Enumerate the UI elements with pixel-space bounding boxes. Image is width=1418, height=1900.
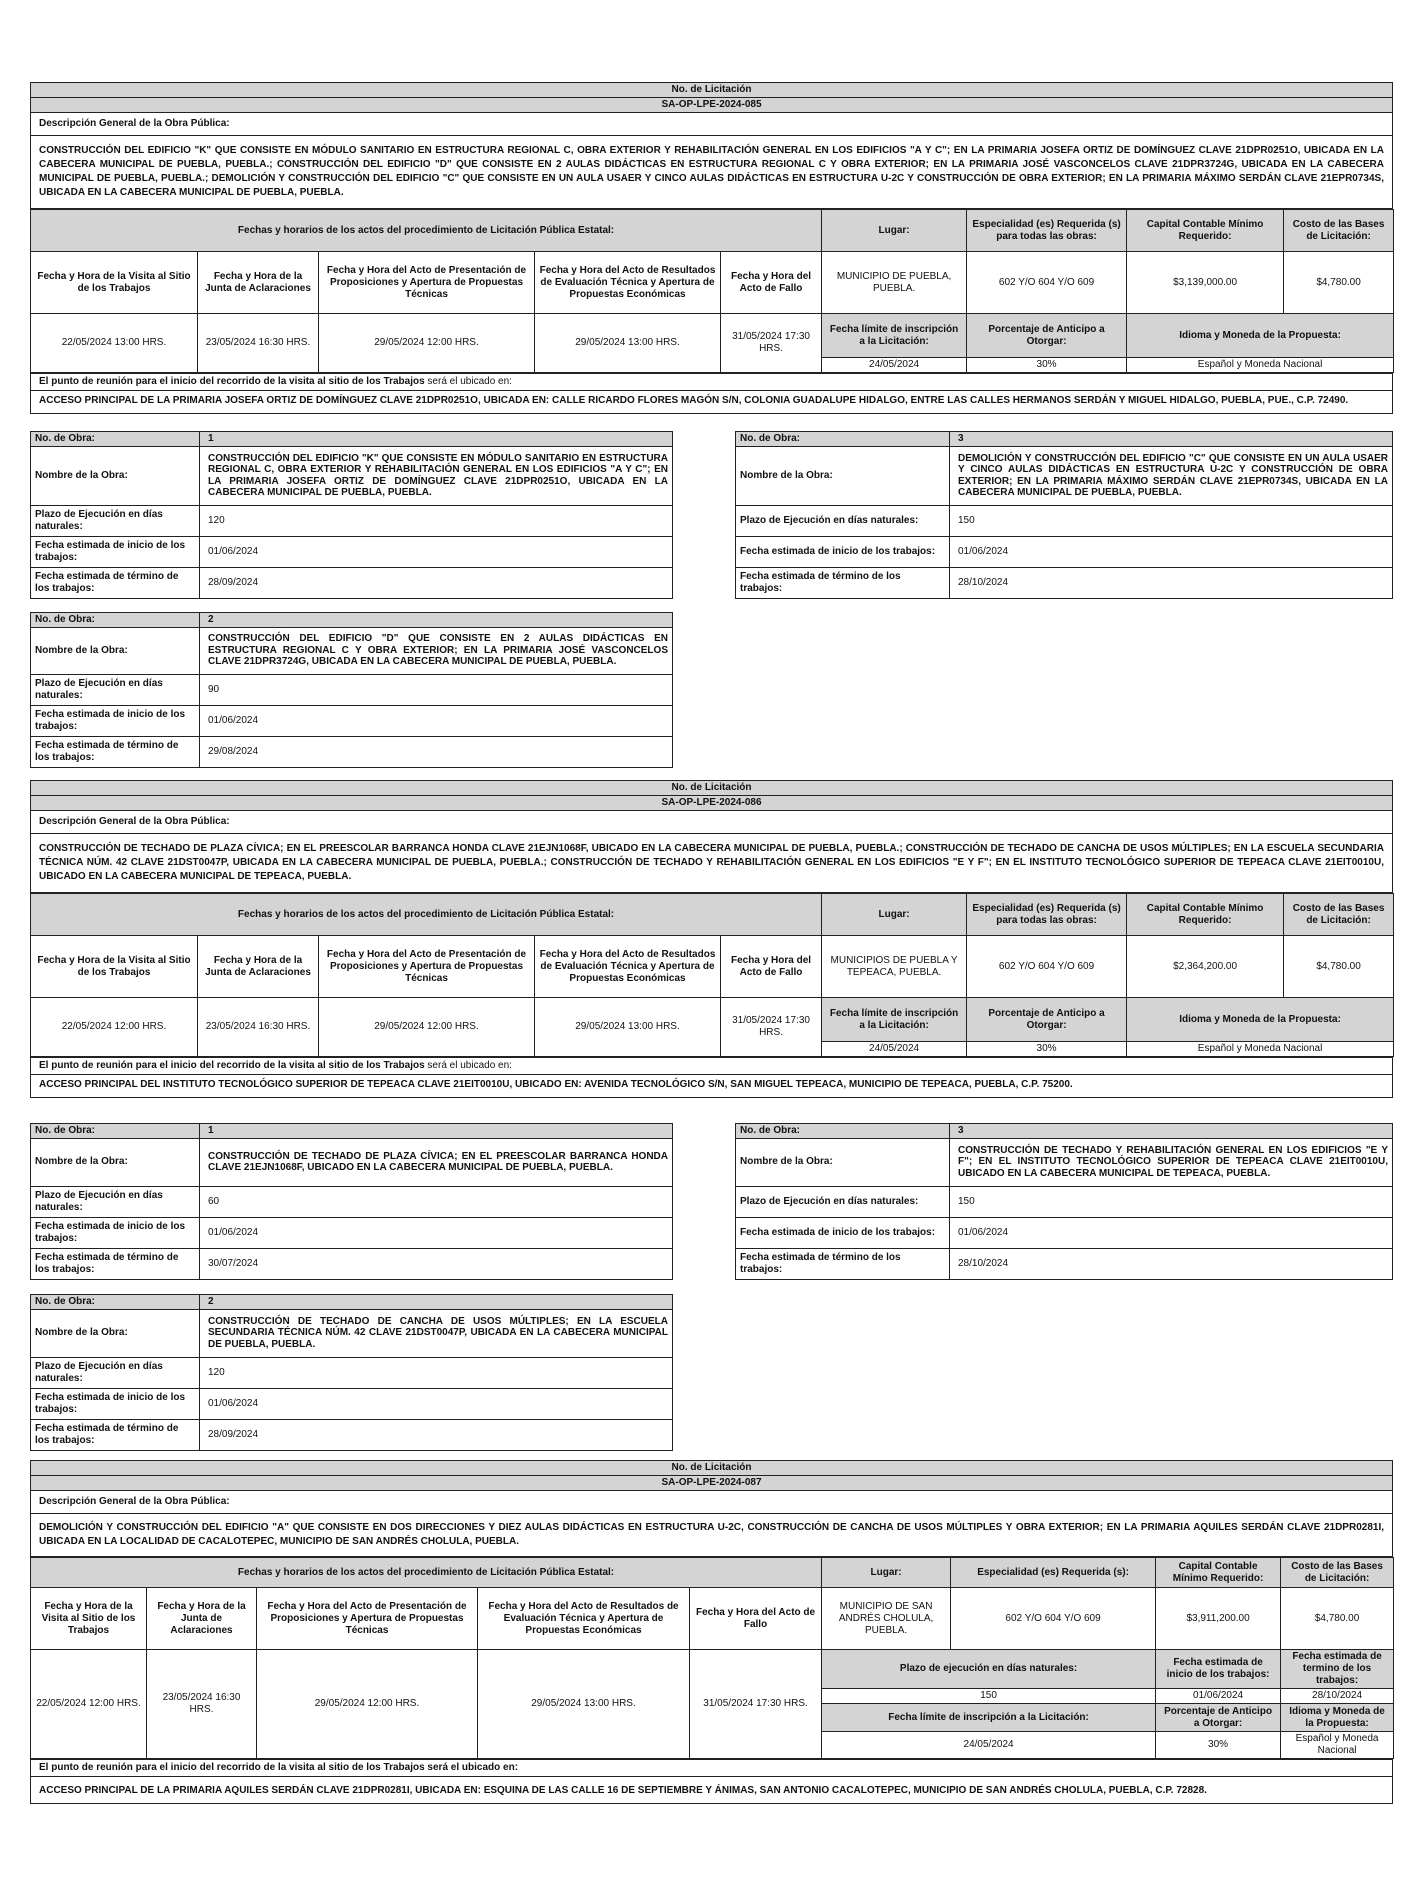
fechas-table <box>30 209 1394 373</box>
termino-value: 29/08/2024 <box>200 736 673 767</box>
fallo-value: 31/05/2024 17:30 HRS. <box>721 314 822 373</box>
limite-label: Fecha límite de inscripción a la Licitación: <box>822 998 967 1042</box>
no-licitacion-label: No. de Licitación <box>31 83 1393 98</box>
plazo-label: Plazo de Ejecución en días naturales: <box>736 1186 950 1217</box>
idioma-label: Idioma y Moneda de la Propuesta: <box>1127 314 1394 358</box>
obra-2-table <box>30 1294 673 1451</box>
fallo-label: Fecha y Hora del Acto de Fallo <box>721 936 822 998</box>
lugar-value: MUNICIPIO DE PUEBLA, PUEBLA. <box>822 252 967 314</box>
resultados-value: 29/05/2024 13:00 HRS. <box>535 998 721 1057</box>
inicio-value: 01/06/2024 <box>950 536 1393 567</box>
presentacion-value: 29/05/2024 12:00 HRS. <box>257 1650 478 1759</box>
anticipo-label: Porcentaje de Anticipo a Otorgar: <box>1156 1704 1281 1732</box>
licitacion-number: SA-OP-LPE-2024-085 <box>31 98 1393 113</box>
inicio-label: Fecha estimada de inicio de los trabajos: <box>736 536 950 567</box>
fecha-inicio-value: 01/06/2024 <box>1156 1689 1281 1704</box>
fechas-horarios-label: Fechas y horarios de los actos del procedimiento de Licitación Pública Estatal: <box>31 894 822 936</box>
junta-label: Fecha y Hora de la Junta de Aclaraciones <box>198 252 319 314</box>
punto-reunion-label-a: El punto de reunión para el inicio del recorrido de la visita al sitio de los Trabajos <box>39 1060 425 1071</box>
no-obra-value: 3 <box>950 432 1393 447</box>
punto-reunion-label <box>31 1058 1393 1075</box>
capital-label: Capital Contable Mínimo Requerido: <box>1127 894 1284 936</box>
costo-label: Costo de las Bases de Licitación: <box>1284 210 1394 252</box>
plazo-value: 120 <box>200 505 673 536</box>
no-obra-label: No. de Obra: <box>736 432 950 447</box>
plazo-label: Plazo de Ejecución en días naturales: <box>31 1186 200 1217</box>
capital-value: $3,139,000.00 <box>1127 252 1284 314</box>
visita-label: Fecha y Hora de la Visita al Sitio de los Trabajos <box>31 252 198 314</box>
licitacion-number: SA-OP-LPE-2024-086 <box>31 796 1393 811</box>
nombre-obra-label: Nombre de la Obra: <box>31 1138 200 1186</box>
idioma-value: Español y Moneda Nacional <box>1127 1042 1394 1057</box>
obra-3-table <box>735 431 1393 599</box>
lugar-label: Lugar: <box>822 210 967 252</box>
fecha-termino-value: 28/10/2024 <box>1281 1689 1394 1704</box>
capital-label: Capital Contable Mínimo Requerido: <box>1127 210 1284 252</box>
anticipo-value: 30% <box>1156 1732 1281 1759</box>
lugar-value: MUNICIPIO DE SAN ANDRÉS CHOLULA, PUEBLA. <box>822 1588 951 1650</box>
licitacion-085 <box>30 82 1393 414</box>
licitacion-086 <box>30 780 1393 1098</box>
termino-label: Fecha estimada de término de los trabajos: <box>31 1248 200 1279</box>
inicio-label: Fecha estimada de inicio de los trabajos: <box>31 1217 200 1248</box>
inicio-label: Fecha estimada de inicio de los trabajos: <box>31 536 200 567</box>
plazo-label: Plazo de Ejecución en días naturales: <box>31 1357 200 1388</box>
resultados-label: Fecha y Hora del Acto de Resultados de Evaluación Técnica y Apertura de Propuestas Económicas <box>478 1588 690 1650</box>
idioma-value: Español y Moneda Nacional <box>1281 1732 1394 1759</box>
inicio-value: 01/06/2024 <box>200 705 673 736</box>
punto-reunion-label-a: El punto de reunión para el inicio del recorrido de la visita al sitio de los Trabajos <box>39 376 425 387</box>
limite-value: 24/05/2024 <box>822 358 967 373</box>
capital-value: $2,364,200.00 <box>1127 936 1284 998</box>
visita-label: Fecha y Hora de la Visita al Sitio de los Trabajos <box>31 936 198 998</box>
costo-label: Costo de las Bases de Licitación: <box>1284 894 1394 936</box>
nombre-obra-value: CONSTRUCCIÓN DEL EDIFICIO "D" QUE CONSISTE EN 2 AULAS DIDÁCTICAS EN ESTRUCTURA REGIONAL C Y OBRA EXTERIOR; EN LA PRIMARIA JOSÉ VASCONCELOS CLAVE 21DPR3724G, UBICADA EN LA CABECERA MUNICIPAL DE PUEBLA, PUEBLA. <box>200 627 673 674</box>
termino-value: 28/10/2024 <box>950 1248 1393 1279</box>
inicio-label: Fecha estimada de inicio de los trabajos: <box>31 1388 200 1419</box>
punto-reunion-label-b: será el ubicado en: <box>424 376 512 387</box>
punto-reunion-label <box>31 374 1393 391</box>
lugar-value: MUNICIPIOS DE PUEBLA Y TEPEACA, PUEBLA. <box>822 936 967 998</box>
no-obra-label: No. de Obra: <box>31 432 200 447</box>
fechas-table <box>30 1557 1394 1759</box>
licitacion-header-table <box>30 1460 1393 1557</box>
obra-1-table <box>30 1123 673 1280</box>
nombre-obra-label: Nombre de la Obra: <box>736 446 950 505</box>
junta-value: 23/05/2024 16:30 HRS. <box>198 998 319 1057</box>
punto-reunion-value: ACCESO PRINCIPAL DE LA PRIMARIA JOSEFA ORTIZ DE DOMÍNGUEZ CLAVE 21DPR0251O, UBICADA EN: CALLE RICARDO FLORES MAGÓN S/N, COLONIA GUADALUPE HIDALGO, ENTRE LAS CALLES HERMANOS SERDÁN Y MIGUEL HIDALGO, PUEBLA, PUE., C.P. 72490. <box>31 391 1393 414</box>
idioma-label: Idioma y Moneda de la Propuesta: <box>1281 1704 1394 1732</box>
descripcion-text: CONSTRUCCIÓN DE TECHADO DE PLAZA CÍVICA; EN EL PREESCOLAR BARRANCA HONDA CLAVE 21EJN1068F, UBICADO EN LA CABECERA MUNICIPAL DE PUEBLA, PUEBLA.; CONSTRUCCIÓN DE TECHADO DE CANCHA DE USOS MÚLTIPLES; EN LA ESCUELA SECUNDARIA TÉCNICA NÚM. 42 CLAVE 21DST0047P, UBICADA EN LA CABECERA MUNICIPAL DE PUEBLA, PUEBLA.; CONSTRUCCIÓN DE TECHADO Y REHABILITACIÓN GENERAL EN LOS EDIFICIOS "E Y F"; EN EL INSTITUTO TECNOLÓGICO SUPERIOR DE TEPEACA CLAVE 21EIT0010U, UBICADO EN LA CABECERA MUNICIPAL DE TEPEACA, PUEBLA. <box>31 834 1393 893</box>
termino-value: 28/10/2024 <box>950 567 1393 598</box>
inicio-value: 01/06/2024 <box>200 1388 673 1419</box>
punto-reunion-label-b: será el ubicado en: <box>424 1762 519 1773</box>
plazo-value: 150 <box>950 505 1393 536</box>
descripcion-label: Descripción General de la Obra Pública: <box>31 811 1393 834</box>
no-licitacion-label: No. de Licitación <box>31 1461 1393 1476</box>
nombre-obra-value: DEMOLICIÓN Y CONSTRUCCIÓN DEL EDIFICIO "C" QUE CONSISTE EN UN AULA USAER Y CINCO AULAS DIDÁCTICAS EN ESTRUCTURA U-2C Y CONSTRUCCIÓN DE OBRA EXTERIOR; EN LA PRIMARIA MÁXIMO SERDÁN CLAVE 21EPR0734S, UBICADA EN LA CABECERA MUNICIPAL DE PUEBLA, PUEBLA. <box>950 446 1393 505</box>
termino-label: Fecha estimada de término de los trabajos: <box>736 567 950 598</box>
junta-value: 23/05/2024 16:30 HRS. <box>147 1650 257 1759</box>
capital-value: $3,911,200.00 <box>1156 1588 1281 1650</box>
termino-value: 28/09/2024 <box>200 1419 673 1450</box>
termino-value: 30/07/2024 <box>200 1248 673 1279</box>
limite-label: Fecha límite de inscripción a la Licitación: <box>822 314 967 358</box>
inicio-value: 01/06/2024 <box>200 536 673 567</box>
termino-label: Fecha estimada de término de los trabajos: <box>31 736 200 767</box>
presentacion-value: 29/05/2024 12:00 HRS. <box>319 314 535 373</box>
resultados-value: 29/05/2024 13:00 HRS. <box>535 314 721 373</box>
obra-2-table <box>30 612 673 768</box>
resultados-value: 29/05/2024 13:00 HRS. <box>478 1650 690 1759</box>
plazo-ejecucion-label: Plazo de ejecución en días naturales: <box>822 1650 1156 1689</box>
anticipo-label: Porcentaje de Anticipo a Otorgar: <box>967 998 1127 1042</box>
termino-label: Fecha estimada de término de los trabajos: <box>736 1248 950 1279</box>
fallo-value: 31/05/2024 17:30 HRS. <box>721 998 822 1057</box>
nombre-obra-label: Nombre de la Obra: <box>736 1138 950 1186</box>
anticipo-value: 30% <box>967 1042 1127 1057</box>
lugar-label: Lugar: <box>822 894 967 936</box>
punto-reunion-label-b: será el ubicado en: <box>424 1060 512 1071</box>
anticipo-value: 30% <box>967 358 1127 373</box>
costo-label: Costo de las Bases de Licitación: <box>1281 1558 1394 1588</box>
visita-label: Fecha y Hora de la Visita al Sitio de los Trabajos <box>31 1588 147 1650</box>
plazo-ejecucion-value: 150 <box>822 1689 1156 1704</box>
punto-reunion-label-a: El punto de reunión para el inicio del recorrido de la visita al sitio de los Trabajos <box>39 1762 425 1773</box>
punto-reunion-label <box>31 1760 1393 1777</box>
junta-value: 23/05/2024 16:30 HRS. <box>198 314 319 373</box>
punto-reunion-value: ACCESO PRINCIPAL DE LA PRIMARIA AQUILES SERDÁN CLAVE 21DPR0281I, UBICADA EN: ESQUINA DE LAS CALLE 16 DE SEPTIEMBRE Y ÁNIMAS, SAN ANTONIO CACALOTEPEC, MUNICIPIO DE SAN ANDRÉS CHOLULA, PUEBLA, C.P. 72828. <box>31 1777 1393 1804</box>
plazo-value: 150 <box>950 1186 1393 1217</box>
punto-reunion-table <box>30 1759 1393 1804</box>
obra-1-table <box>30 431 673 599</box>
nombre-obra-value: CONSTRUCCIÓN DEL EDIFICIO "K" QUE CONSISTE EN MÓDULO SANITARIO EN ESTRUCTURA REGIONAL C, OBRA EXTERIOR Y REHABILITACIÓN GENERAL EN LOS EDIFICIOS "A Y C"; EN LA PRIMARIA JOSEFA ORTIZ DE DOMÍNGUEZ CLAVE 21DPR0251O, UBICADA EN LA CABECERA MUNICIPAL DE PUEBLA, PUEBLA. <box>200 446 673 505</box>
costo-value: $4,780.00 <box>1284 936 1394 998</box>
fecha-termino-label: Fecha estimada de termino de los trabajos: <box>1281 1650 1394 1689</box>
visita-value: 22/05/2024 13:00 HRS. <box>31 314 198 373</box>
licitacion-header-table <box>30 780 1393 893</box>
descripcion-label: Descripción General de la Obra Pública: <box>31 113 1393 136</box>
lugar-label: Lugar: <box>822 1558 951 1588</box>
limite-value: 24/05/2024 <box>822 1042 967 1057</box>
licitacion-087 <box>30 1460 1393 1804</box>
licitacion-number: SA-OP-LPE-2024-087 <box>31 1476 1393 1491</box>
nombre-obra-value: CONSTRUCCIÓN DE TECHADO DE CANCHA DE USOS MÚLTIPLES; EN LA ESCUELA SECUNDARIA TÉCNICA NÚM. 42 CLAVE 21DST0047P, UBICADA EN LA CABECERA MUNICIPAL DE PUEBLA, PUEBLA. <box>200 1309 673 1357</box>
presentacion-label: Fecha y Hora del Acto de Presentación de Proposiciones y Apertura de Propuestas Técnicas <box>257 1588 478 1650</box>
junta-label: Fecha y Hora de la Junta de Aclaraciones <box>147 1588 257 1650</box>
nombre-obra-label: Nombre de la Obra: <box>31 446 200 505</box>
no-obra-value: 3 <box>950 1124 1393 1139</box>
fecha-inicio-label: Fecha estimada de inicio de los trabajos: <box>1156 1650 1281 1689</box>
costo-value: $4,780.00 <box>1281 1588 1394 1650</box>
no-obra-value: 2 <box>200 613 673 628</box>
especialidad-label: Especialidad (es) Requerida (s) para todas las obras: <box>967 894 1127 936</box>
visita-value: 22/05/2024 12:00 HRS. <box>31 998 198 1057</box>
junta-label: Fecha y Hora de la Junta de Aclaraciones <box>198 936 319 998</box>
nombre-obra-value: CONSTRUCCIÓN DE TECHADO DE PLAZA CÍVICA; EN EL PREESCOLAR BARRANCA HONDA CLAVE 21EJN1068F, UBICADO EN LA CABECERA MUNICIPAL DE PUEBLA, PUEBLA. <box>200 1138 673 1186</box>
nombre-obra-label: Nombre de la Obra: <box>31 1309 200 1357</box>
resultados-label: Fecha y Hora del Acto de Resultados de Evaluación Técnica y Apertura de Propuestas Económicas <box>535 252 721 314</box>
descripcion-label: Descripción General de la Obra Pública: <box>31 1491 1393 1514</box>
plazo-label: Plazo de Ejecución en días naturales: <box>31 674 200 705</box>
inicio-value: 01/06/2024 <box>200 1217 673 1248</box>
inicio-label: Fecha estimada de inicio de los trabajos: <box>736 1217 950 1248</box>
obra-3-table <box>735 1123 1393 1280</box>
inicio-value: 01/06/2024 <box>950 1217 1393 1248</box>
costo-value: $4,780.00 <box>1284 252 1394 314</box>
plazo-value: 90 <box>200 674 673 705</box>
descripcion-text: CONSTRUCCIÓN DEL EDIFICIO "K" QUE CONSISTE EN MÓDULO SANITARIO EN ESTRUCTURA REGIONAL C, OBRA EXTERIOR Y REHABILITACIÓN GENERAL EN LOS EDIFICIOS "A Y C"; EN LA PRIMARIA JOSEFA ORTIZ DE DOMÍNGUEZ CLAVE 21DPR0251O, UBICADA EN LA CABECERA MUNICIPAL DE PUEBLA, PUEBLA.; CONSTRUCCIÓN DEL EDIFICIO "D" QUE CONSISTE EN 2 AULAS DIDÁCTICAS EN ESTRUCTURA REGIONAL C Y OBRA EXTERIOR; EN LA PRIMARIA JOSÉ VASCONCELOS CLAVE 21DPR3724G, UBICADA EN LA CABECERA MUNICIPAL DE PUEBLA, PUEBLA.; DEMOLICIÓN Y CONSTRUCCIÓN DEL EDIFICIO "C" QUE CONSISTE EN UN AULA USAER Y CINCO AULAS DIDÁCTICAS EN ESTRUCTURA U-2C Y CONSTRUCCIÓN DE OBRA EXTERIOR; EN LA PRIMARIA MÁXIMO SERDÁN CLAVE 21EPR0734S, UBICADA EN LA CABECERA MUNICIPAL DE PUEBLA, PUEBLA. <box>31 136 1393 209</box>
visita-value: 22/05/2024 12:00 HRS. <box>31 1650 147 1759</box>
fechas-table <box>30 893 1394 1057</box>
limite-value: 24/05/2024 <box>822 1732 1156 1759</box>
especialidad-label: Especialidad (es) Requerida (s): <box>951 1558 1156 1588</box>
anticipo-label: Porcentaje de Anticipo a Otorgar: <box>967 314 1127 358</box>
punto-reunion-table <box>30 1057 1393 1098</box>
no-obra-label: No. de Obra: <box>31 613 200 628</box>
punto-reunion-table <box>30 373 1393 414</box>
idioma-value: Español y Moneda Nacional <box>1127 358 1394 373</box>
no-obra-label: No. de Obra: <box>31 1124 200 1139</box>
termino-label: Fecha estimada de término de los trabajos: <box>31 1419 200 1450</box>
nombre-obra-label: Nombre de la Obra: <box>31 627 200 674</box>
fallo-value: 31/05/2024 17:30 HRS. <box>690 1650 822 1759</box>
especialidad-value: 602 Y/O 604 Y/O 609 <box>951 1588 1156 1650</box>
descripcion-text: DEMOLICIÓN Y CONSTRUCCIÓN DEL EDIFICIO "A" QUE CONSISTE EN DOS DIRECCIONES Y DIEZ AULAS DIDÁCTICAS EN ESTRUCTURA U-2C, CONSTRUCCIÓN DE CANCHA DE USOS MÚLTIPLES Y OBRA EXTERIOR; EN LA PRIMARIA AQUILES SERDÁN CLAVE 21DPR0281I, UBICADA EN LA LOCALIDAD DE CACALOTEPEC, MUNICIPIO DE SAN ANDRÉS CHOLULA, PUEBLA. <box>31 1514 1393 1557</box>
no-obra-label: No. de Obra: <box>736 1124 950 1139</box>
plazo-value: 120 <box>200 1357 673 1388</box>
fallo-label: Fecha y Hora del Acto de Fallo <box>690 1588 822 1650</box>
fallo-label: Fecha y Hora del Acto de Fallo <box>721 252 822 314</box>
no-obra-label: No. de Obra: <box>31 1295 200 1310</box>
especialidad-value: 602 Y/O 604 Y/O 609 <box>967 252 1127 314</box>
resultados-label: Fecha y Hora del Acto de Resultados de Evaluación Técnica y Apertura de Propuestas Económicas <box>535 936 721 998</box>
plazo-label: Plazo de Ejecución en días naturales: <box>31 505 200 536</box>
presentacion-label: Fecha y Hora del Acto de Presentación de Proposiciones y Apertura de Propuestas Técnicas <box>319 936 535 998</box>
nombre-obra-value: CONSTRUCCIÓN DE TECHADO Y REHABILITACIÓN GENERAL EN LOS EDIFICIOS "E Y F"; EN EL INSTITUTO TECNOLÓGICO SUPERIOR DE TEPEACA CLAVE 21EIT0010U, UBICADO EN LA CABECERA MUNICIPAL DE TEPEACA, PUEBLA. <box>950 1138 1393 1186</box>
inicio-label: Fecha estimada de inicio de los trabajos: <box>31 705 200 736</box>
fechas-horarios-label: Fechas y horarios de los actos del procedimiento de Licitación Pública Estatal: <box>31 210 822 252</box>
termino-label: Fecha estimada de término de los trabajos: <box>31 567 200 598</box>
punto-reunion-value: ACCESO PRINCIPAL DEL INSTITUTO TECNOLÓGICO SUPERIOR DE TEPEACA CLAVE 21EIT0010U, UBICADO EN: AVENIDA TECNOLÓGICO S/N, SAN MIGUEL TEPEACA, MUNICIPIO DE TEPEACA, PUEBLA, C.P. 75200. <box>31 1075 1393 1098</box>
especialidad-label: Especialidad (es) Requerida (s) para todas las obras: <box>967 210 1127 252</box>
plazo-value: 60 <box>200 1186 673 1217</box>
idioma-label: Idioma y Moneda de la Propuesta: <box>1127 998 1394 1042</box>
especialidad-value: 602 Y/O 604 Y/O 609 <box>967 936 1127 998</box>
fechas-horarios-label: Fechas y horarios de los actos del procedimiento de Licitación Pública Estatal: <box>31 1558 822 1588</box>
limite-label: Fecha límite de inscripción a la Licitación: <box>822 1704 1156 1732</box>
capital-label: Capital Contable Mínimo Requerido: <box>1156 1558 1281 1588</box>
licitacion-header-table <box>30 82 1393 209</box>
no-obra-value: 1 <box>200 1124 673 1139</box>
no-obra-value: 2 <box>200 1295 673 1310</box>
no-licitacion-label: No. de Licitación <box>31 781 1393 796</box>
presentacion-value: 29/05/2024 12:00 HRS. <box>319 998 535 1057</box>
no-obra-value: 1 <box>200 432 673 447</box>
plazo-label: Plazo de Ejecución en días naturales: <box>736 505 950 536</box>
termino-value: 28/09/2024 <box>200 567 673 598</box>
presentacion-label: Fecha y Hora del Acto de Presentación de Proposiciones y Apertura de Propuestas Técnicas <box>319 252 535 314</box>
